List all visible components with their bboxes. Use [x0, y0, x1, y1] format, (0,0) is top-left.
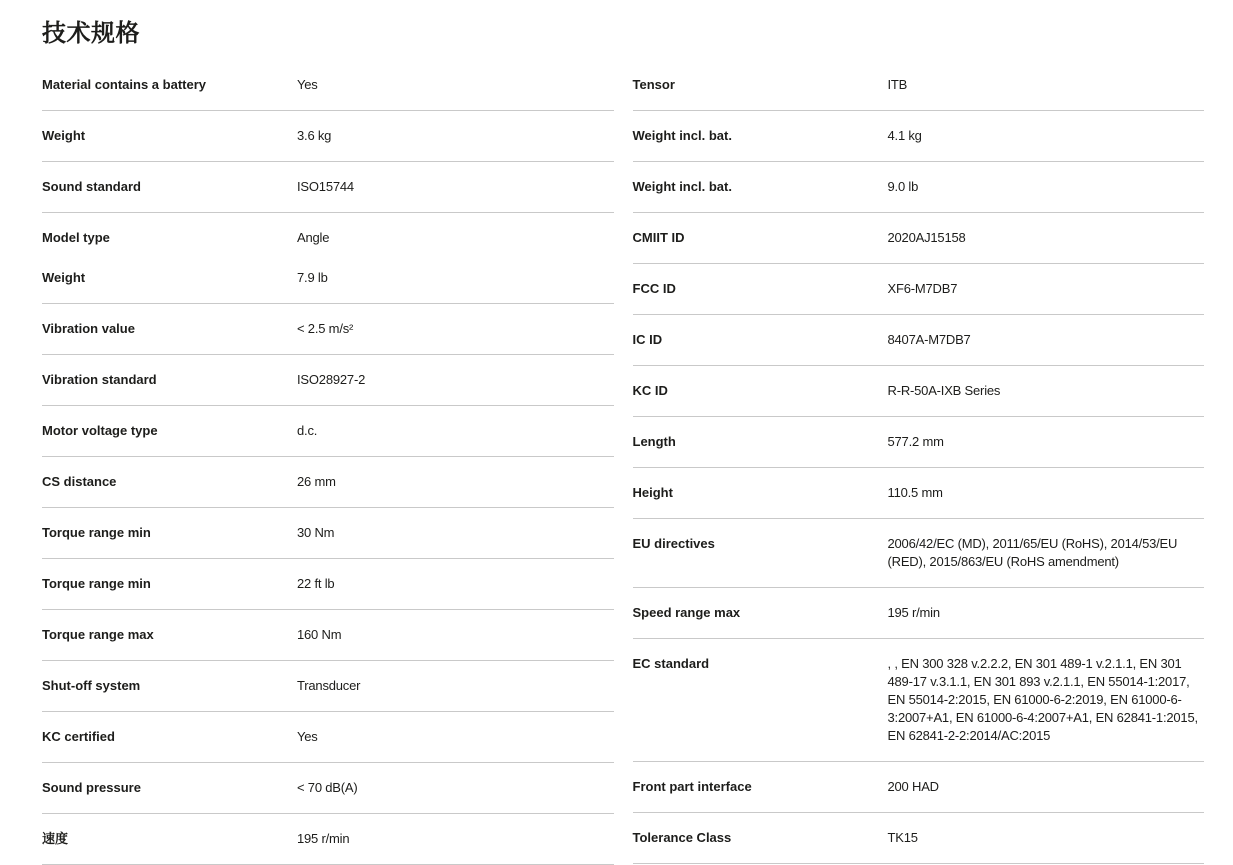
page-title: 技术规格	[42, 20, 140, 47]
spec-value: Yes	[297, 77, 318, 92]
spec-value: < 70 dB(A)	[297, 780, 358, 795]
spec-label: EC standard	[632, 656, 710, 671]
spec-label: Height	[632, 485, 673, 500]
spec-row	[633, 213, 1205, 264]
spec-row	[42, 457, 614, 508]
spec-value: R-R-50A-IXB Series	[887, 383, 1001, 398]
spec-value: XF6-M7DB7	[887, 281, 958, 296]
spec-row	[42, 508, 614, 559]
spec-label: Model type	[42, 230, 110, 245]
spec-row	[42, 763, 614, 814]
spec-row	[42, 814, 614, 865]
spec-label: Torque range min	[42, 525, 151, 540]
spec-label: EU directives	[632, 536, 715, 551]
spec-row	[42, 162, 614, 213]
spec-value: 110.5 mm	[887, 485, 943, 500]
spec-value: 3.6 kg	[297, 128, 332, 143]
spec-label: Tolerance Class	[632, 830, 732, 845]
spec-value: TK15	[887, 830, 918, 845]
spec-label: Weight incl. bat.	[632, 179, 732, 194]
spec-label: Sound standard	[42, 179, 141, 194]
spec-label: FCC ID	[632, 281, 676, 296]
spec-label: Vibration standard	[42, 372, 157, 387]
spec-value: 195 r/min	[887, 605, 940, 620]
spec-value: 22 ft lb	[297, 576, 335, 591]
spec-value: 577.2 mm	[887, 434, 944, 449]
spec-column-left	[42, 60, 614, 865]
spec-value: 9.0 lb	[887, 179, 919, 194]
spec-label: Tensor	[632, 77, 675, 92]
spec-label: CS distance	[42, 474, 117, 489]
spec-label: Weight incl. bat.	[632, 128, 732, 143]
spec-value: Yes	[297, 729, 318, 744]
spec-label: Weight	[42, 128, 86, 143]
spec-value: ITB	[887, 77, 908, 92]
spec-row	[633, 417, 1205, 468]
spec-value: Angle	[297, 230, 330, 245]
spec-columns	[42, 60, 1204, 865]
spec-value: 2020AJ15158	[887, 230, 966, 245]
spec-value: ISO15744	[297, 179, 354, 194]
spec-row	[42, 60, 614, 111]
spec-value: ISO28927-2	[297, 372, 366, 387]
spec-row	[633, 588, 1205, 639]
spec-value: 195 r/min	[297, 831, 350, 846]
spec-value: 26 mm	[297, 474, 336, 489]
spec-label: Weight	[42, 270, 86, 285]
spec-label: Material contains a battery	[42, 77, 206, 92]
spec-row	[633, 468, 1205, 519]
spec-label: Sound pressure	[42, 780, 141, 795]
spec-value: Transducer	[297, 678, 361, 693]
spec-row	[633, 639, 1205, 762]
spec-row	[42, 111, 614, 162]
spec-row	[633, 315, 1205, 366]
spec-label: CMIIT ID	[632, 230, 685, 245]
spec-row	[633, 366, 1205, 417]
spec-value: 7.9 lb	[297, 270, 328, 285]
spec-row	[42, 712, 614, 763]
spec-label: IC ID	[632, 332, 663, 347]
spec-row	[633, 162, 1205, 213]
spec-label: 速度	[42, 831, 69, 846]
spec-value: 8407A-M7DB7	[887, 332, 971, 347]
spec-row	[42, 304, 614, 355]
spec-value: 160 Nm	[297, 627, 342, 642]
spec-row	[633, 813, 1205, 864]
spec-row	[42, 355, 614, 406]
spec-label: Torque range max	[42, 627, 154, 642]
spec-value: 4.1 kg	[887, 128, 922, 143]
spec-label: Front part interface	[632, 779, 752, 794]
spec-label: Motor voltage type	[42, 423, 158, 438]
spec-value: 30 Nm	[297, 525, 335, 540]
spec-value: , , EN 300 328 v.2.2.2, EN 301 489-1 v.2.1.1, EN 301 489-17 v.3.1.1, EN 301 893 v.2.1.1, EN 55014-1:2017, EN 55014-2:2015, EN 61000-6-2:2019, EN 61000-6-3:2007+A1, EN 61000-6-4:2007+A1, EN 62841-1:2015, EN 62841-2-2:2014/AC:2015	[887, 656, 1198, 743]
spec-row	[42, 213, 614, 247]
spec-value: 200 HAD	[887, 779, 939, 794]
spec-label: Speed range max	[632, 605, 741, 620]
spec-label: Torque range min	[42, 576, 151, 591]
spec-label: Vibration value	[42, 321, 135, 336]
spec-row	[633, 111, 1205, 162]
spec-row	[42, 610, 614, 661]
spec-value: d.c.	[297, 423, 318, 438]
spec-row	[42, 661, 614, 712]
spec-label: KC ID	[632, 383, 668, 398]
spec-row	[633, 60, 1205, 111]
spec-row	[42, 406, 614, 457]
spec-value: 2006/42/EC (MD), 2011/65/EU (RoHS), 2014/53/EU (RED), 2015/863/EU (RoHS amendment)	[887, 536, 1178, 569]
spec-label: Shut-off system	[42, 678, 141, 693]
spec-row	[42, 559, 614, 610]
spec-label: Length	[632, 434, 676, 449]
spec-value: < 2.5 m/s²	[297, 321, 354, 336]
spec-row	[633, 264, 1205, 315]
spec-label: KC certified	[42, 729, 115, 744]
spec-row	[42, 247, 614, 304]
spec-column-right	[633, 60, 1205, 865]
spec-row	[633, 762, 1205, 813]
spec-row	[633, 519, 1205, 588]
